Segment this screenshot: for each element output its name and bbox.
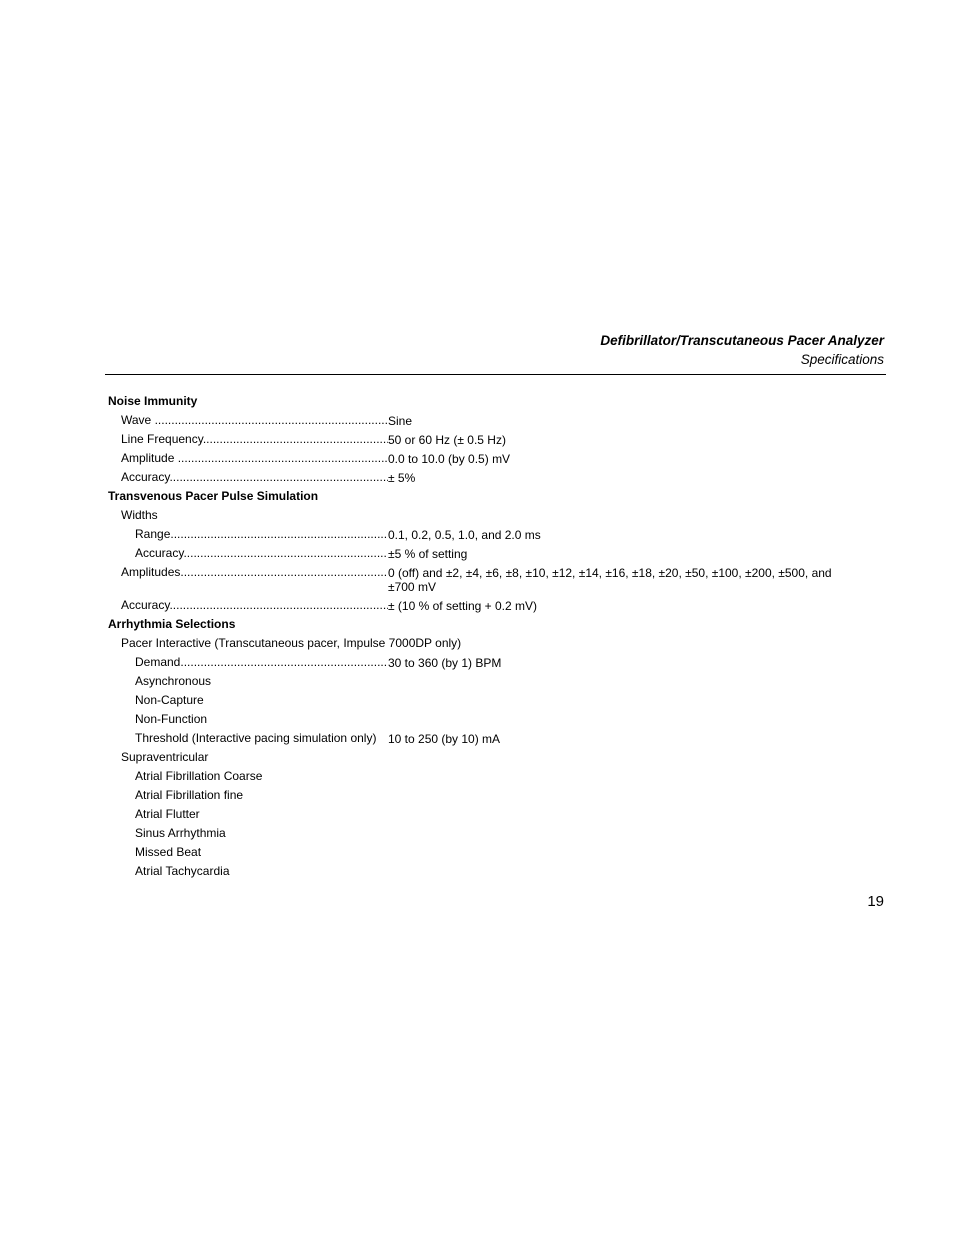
spec-row-amplitudes xyxy=(108,563,868,596)
spec-value: 50 or 60 Hz (± 0.5 Hz) xyxy=(388,432,506,447)
spec-value: ± (10 % of setting + 0.2 mV) xyxy=(388,598,537,613)
section-heading-transvenous: Transvenous Pacer Pulse Simulation xyxy=(108,489,319,503)
list-item: Atrial Flutter xyxy=(135,807,200,821)
spec-value: 10 to 250 (by 10) mA xyxy=(388,731,501,746)
spec-label: Threshold (Interactive pacing simulation only) xyxy=(135,731,377,745)
spec-value: 0 (off) and ±2, ±4, ±6, ±8, ±10, ±12, ±14, ±16, ±18, ±20, ±50, ±100, ±200, ±500, and ±700 mV xyxy=(388,565,832,594)
list-item: Atrial Fibrillation Coarse xyxy=(135,769,263,783)
spec-label: Demand xyxy=(135,655,181,669)
section-heading-noise-immunity: Noise Immunity xyxy=(108,394,198,408)
spec-value: ± 5% xyxy=(388,470,416,485)
list-item-non-capture: Non-Capture xyxy=(135,693,204,707)
list-item-non-function: Non-Function xyxy=(135,712,208,726)
header-rule xyxy=(105,374,886,375)
spec-value: Sine xyxy=(388,413,413,428)
spec-subheading-supraventricular: Supraventricular xyxy=(121,750,209,764)
spec-subheading-pacer-interactive: Pacer Interactive (Transcutaneous pacer, Impulse 7000DP only) xyxy=(121,636,462,650)
header-subtitle: Specifications xyxy=(800,352,884,367)
spec-label: Accuracy xyxy=(121,598,170,612)
spec-value: 0.1, 0.2, 0.5, 1.0, and 2.0 ms xyxy=(388,527,541,542)
spec-row-demand xyxy=(108,653,868,672)
spec-label: Amplitudes xyxy=(121,565,181,579)
spec-value: 30 to 360 (by 1) BPM xyxy=(388,655,502,670)
spec-row-accuracy xyxy=(108,468,868,487)
spec-label: Amplitude xyxy=(121,451,178,465)
spec-value: ±5 % of setting xyxy=(388,546,468,561)
spec-row-amplitude xyxy=(108,449,868,468)
spec-label: Accuracy xyxy=(121,470,170,484)
list-item: Missed Beat xyxy=(135,845,202,859)
list-item-asynchronous: Asynchronous xyxy=(135,674,212,688)
page-number: 19 xyxy=(867,893,884,910)
spec-row-width-accuracy xyxy=(108,544,868,563)
spec-label: Accuracy xyxy=(135,546,184,560)
spec-row-threshold xyxy=(108,729,868,748)
spec-subheading-widths: Widths xyxy=(121,508,158,522)
list-item: Atrial Tachycardia xyxy=(135,864,230,878)
list-item: Atrial Fibrillation fine xyxy=(135,788,244,802)
header-title: Defibrillator/Transcutaneous Pacer Analyzer xyxy=(600,333,884,348)
spec-label: Line Frequency xyxy=(121,432,203,446)
spec-row-wave xyxy=(108,411,868,430)
spec-row-pulse-accuracy xyxy=(108,596,868,615)
spec-label: Range xyxy=(135,527,171,541)
section-heading-arrhythmia: Arrhythmia Selections xyxy=(108,617,236,631)
spec-row-range xyxy=(108,525,868,544)
spec-label: Wave xyxy=(121,413,152,427)
list-item: Sinus Arrhythmia xyxy=(135,826,226,840)
spec-value: 0.0 to 10.0 (by 0.5) mV xyxy=(388,451,511,466)
spec-content xyxy=(108,392,868,881)
spec-row-line-frequency xyxy=(108,430,868,449)
